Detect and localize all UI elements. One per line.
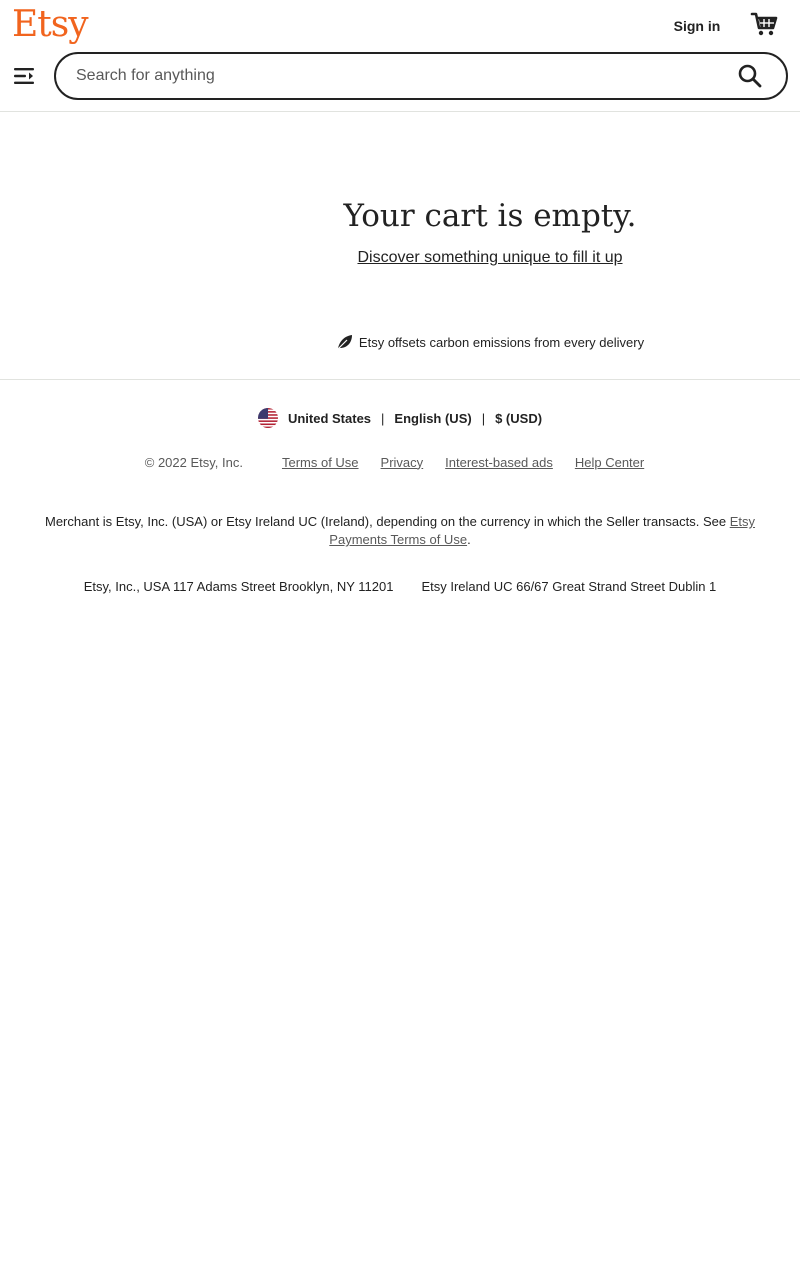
hamburger-menu-icon [10, 62, 38, 90]
etsy-logo[interactable]: Etsy [12, 4, 88, 45]
help-center-link[interactable]: Help Center [574, 454, 645, 470]
search-input[interactable] [74, 54, 714, 98]
search-bar [54, 52, 788, 100]
sign-in-button[interactable]: Sign in [673, 18, 721, 34]
search-button[interactable] [734, 60, 766, 92]
discover-link[interactable]: Discover something unique to fill it up [357, 249, 623, 266]
address-us: Etsy, Inc., USA 117 Adams Street Brooklyn, NY 11201 [83, 579, 394, 594]
copyright: © 2022 Etsy, Inc. [144, 454, 243, 470]
search-icon [734, 60, 766, 92]
locale-separator: | [381, 410, 385, 426]
locale-currency: $ (USD) [495, 410, 543, 426]
site-header [0, 0, 800, 112]
footer-divider [0, 379, 800, 380]
interest-based-ads-link[interactable]: Interest-based ads [445, 454, 553, 470]
locale-separator: | [481, 410, 486, 426]
menu-button[interactable] [10, 62, 38, 90]
company-addresses [0, 579, 800, 599]
terms-of-use-link[interactable]: Terms of Use [281, 454, 359, 470]
cart-button[interactable] [748, 8, 780, 40]
empty-cart-title: Your cart is empty. [343, 198, 637, 234]
shopping-cart-icon [748, 8, 780, 40]
legal-links [0, 452, 800, 472]
leaf-icon [336, 333, 354, 351]
locale-language: English (US) [394, 410, 472, 426]
locale-settings-button[interactable] [0, 406, 800, 430]
etsy-payments-terms-link[interactable]: Etsy Payments Terms of Use [329, 514, 756, 547]
carbon-offset-notice [290, 330, 690, 354]
locale-region: United States [287, 410, 372, 426]
privacy-link[interactable]: Privacy [380, 454, 424, 470]
merchant-text: Merchant is Etsy, Inc. (USA) or Etsy Ireland UC (Ireland), depending on the currency in which the Seller transacts. See [44, 514, 730, 529]
merchant-period: . [467, 532, 471, 547]
carbon-offset-text: Etsy offsets carbon emissions from every delivery [358, 334, 645, 350]
address-ireland: Etsy Ireland UC 66/67 Great Strand Street Dublin 1 [421, 579, 717, 594]
merchant-notice [16, 513, 784, 549]
us-flag-icon [258, 408, 278, 428]
